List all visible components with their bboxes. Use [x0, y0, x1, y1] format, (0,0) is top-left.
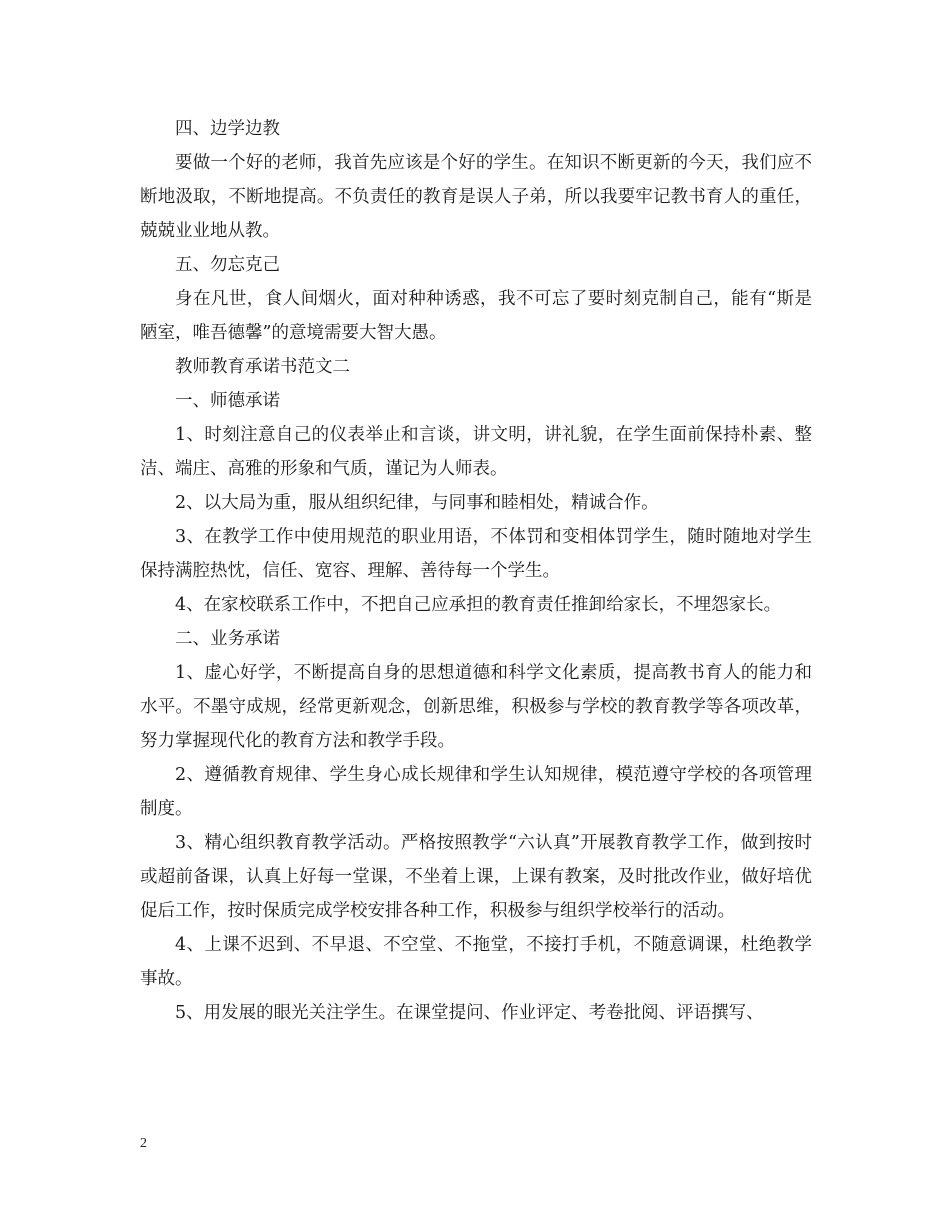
- list-item: 2、以大局为重，服从组织纪律，与同事和睦相处，精诚合作。: [175, 493, 659, 513]
- page-number: 2: [140, 1136, 147, 1151]
- list-item: 1、时刻注意自己的仪表举止和言谈，讲文明，讲礼貌，在学生面前保持朴素、整洁、端庄、高雅的形象和气质，谨记为人师表。: [140, 425, 812, 479]
- list-item: 2、遵循教育规律、学生身心成长规律和学生认知规律，模范遵守学校的各项管理制度。: [140, 765, 812, 819]
- list-item: 4、上课不迟到、不早退、不空堂、不拖堂，不接打手机，不随意调课，杜绝教学事故。: [140, 935, 812, 989]
- list-item: 5、用发展的眼光关注学生。在课堂提问、作业评定、考卷批阅、评语撰写、: [175, 1003, 764, 1023]
- section-heading: 四、边学边教: [175, 119, 280, 139]
- list-item: 3、精心组织教育教学活动。严格按照教学“六认真”开展教育教学工作，做到按时或超前备课，认真上好每一堂课，不坐着上课，上课有教案，及时批改作业，做好培优促后工作，按时保质完成学校安排各种工作，积极参与组织学校举行的活动。: [140, 833, 812, 921]
- section-heading: 二、业务承诺: [175, 629, 280, 649]
- list-item: 4、在家校联系工作中，不把自己应承担的教育责任推卸给家长，不埋怨家长。: [175, 595, 782, 615]
- document-title: 教师教育承诺书范文二: [175, 357, 350, 377]
- list-item: 1、虚心好学，不断提高自身的思想道德和科学文化素质，提高教书育人的能力和水平。不墨守成规，经常更新观念，创新思维，积极参与学校的教育教学等各项改革，努力掌握现代化的教育方法和教学手段。: [140, 663, 812, 751]
- section-heading: 五、勿忘克己: [175, 255, 280, 275]
- paragraph: 身在凡世，食人间烟火，面对种种诱惑，我不可忘了要时刻克制自己，能有“斯是陋室，唯吾德馨”的意境需要大智大愚。: [140, 289, 812, 343]
- list-item: 3、在教学工作中使用规范的职业用语，不体罚和变相体罚学生，随时随地对学生保持满腔热忱，信任、宽容、理解、善待每一个学生。: [140, 527, 812, 581]
- document-body: [140, 112, 812, 1030]
- section-heading: 一、师德承诺: [175, 391, 280, 411]
- paragraph: 要做一个好的老师，我首先应该是个好的学生。在知识不断更新的今天，我们应不断地汲取，不断地提高。不负责任的教育是误人子弟，所以我要牢记教书育人的重任，兢兢业业地从教。: [140, 153, 812, 241]
